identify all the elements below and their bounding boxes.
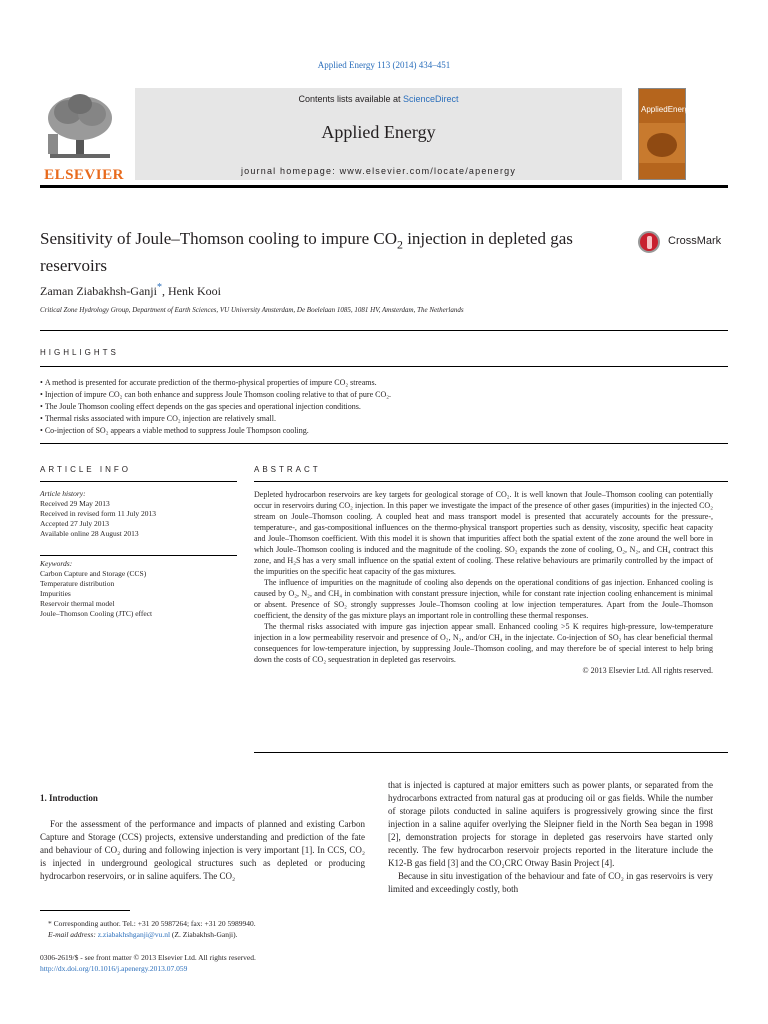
header-rule (40, 185, 728, 188)
crossmark-label: CrossMark (668, 235, 722, 247)
journal-homepage[interactable]: journal homepage: www.elsevier.com/locate/apenergy (240, 166, 517, 176)
keywords-label: Keywords: (40, 559, 73, 568)
cover-title: AppliedEnergy (641, 105, 694, 114)
article-info-heading: ARTICLE INFO (40, 465, 131, 474)
journal-citation[interactable]: Applied Energy 113 (2014) 434–451 (317, 60, 451, 70)
article-title (40, 228, 600, 277)
abstract-bottom-rule (254, 752, 728, 753)
keyword-item: Carbon Capture and Storage (CCS) (40, 569, 147, 578)
email-link[interactable]: z.ziabakhshganji@vu.nl (97, 930, 171, 939)
history-item: Received in revised form 11 July 2013 (40, 509, 156, 518)
highlight-item: • A method is presented for accurate prediction of the thermo-physical properties of impure CO₂ streams. (40, 377, 728, 389)
author-1[interactable]: Zaman Ziabakhsh-Ganji (40, 284, 157, 298)
keywords (40, 559, 237, 619)
abstract-rule (254, 481, 728, 482)
elsevier-tree-icon (40, 90, 120, 160)
journal-cover-image[interactable] (638, 88, 694, 180)
highlights-bottom-rule (40, 443, 728, 444)
history-label: Article history: (40, 489, 86, 498)
sciencedirect-link[interactable]: ScienceDirect (403, 94, 459, 104)
keyword-item: Joule–Thomson Cooling (JTC) effect (40, 609, 153, 618)
abstract-body (254, 489, 713, 676)
highlights-heading: HIGHLIGHTS (40, 348, 119, 357)
affiliation: Critical Zone Hydrology Group, Department of Earth Sciences, VU University Amsterdam, De Boelelaan 1085, 1081 HV, Amsterdam, The Netherlands (40, 306, 464, 314)
journal-masthead (135, 88, 622, 180)
highlight-item: • Co-injection of SO₂ appears a viable method to suppress Joule Thompson cooling. (40, 425, 728, 437)
doi-link[interactable]: http://dx.doi.org/10.1016/j.apenergy.2013.07.059 (40, 964, 188, 973)
front-matter (40, 952, 256, 974)
cover-graphic (647, 133, 677, 157)
keyword-item: Reservoir thermal model (40, 599, 115, 608)
highlight-item: • The Joule Thomson cooling effect depends on the gas species and operational injection conditions. (40, 401, 728, 413)
crossmark-icon (638, 231, 660, 253)
body-column-left: For the assessment of the performance and impacts of planned and existing Carbon Capture and Storage (CCS) projects, extensive understanding and prediction of the fate and behaviour of CO₂ during and following injection is very important [1]. In CCS, CO₂ is injected in underground geological structures such as depleted or producing hydrocarbon reservoirs, or in saline aquifers. The CO₂ (40, 819, 365, 881)
highlight-item: • Injection of impure CO₂ can both enhance and suppress Joule Thomson cooling relative to that of pure CO₂. (40, 389, 728, 401)
keyword-item: Impurities (40, 589, 71, 598)
author-2[interactable]: Henk Kooi (167, 284, 221, 298)
crossmark-badge[interactable] (638, 231, 728, 255)
title-rule (40, 330, 728, 331)
corresponding-author-mark[interactable]: * (156, 282, 162, 293)
abstract-paragraph: The influence of impurities on the magnitude of cooling also depends on the operational conditions of gas injection. Enhanced cooling is caused by O₂, N₂, and CH₄ in combination with constant pressure injection, while for constant rate injection cooling enhancement is minimal or absent. Presence of SO₂ strongly suppresses Joule–Thomson cooling at low injection temperatures. Apart from the Joule–Thomson coefficient, the density of the gas mixture plays an important role in controlling these thermal responses. (254, 578, 713, 620)
abstract-paragraph: The thermal risks associated with impure gas injection appear small. Enhanced cooling >5 K requires high-pressure, low-temperature injection in a low permeability reservoir and presence of O₂, N₂, and/or CH₄ in the injectate. Co-injection of SO₂ has clear beneficial thermal consequences for low-temperature injection, by suppressing Joule–Thomson cooling, and may therefore be of special interest to help bring down the costs of CO₂ sequestration in depleted gas reservoirs. (254, 622, 713, 664)
contents-prefix: Contents lists available at (298, 94, 404, 104)
email-suffix: (Z. Ziabakhsh-Ganji). (170, 930, 238, 939)
email-label: E-mail address: (48, 930, 98, 939)
issn-line: 0306-2619/$ - see front matter © 2013 Elsevier Ltd. All rights reserved. (40, 953, 256, 962)
highlights-rule (40, 366, 728, 367)
highlight-item: • Thermal risks associated with impure CO₂ injection are relatively small. (40, 413, 728, 425)
history-rule (40, 555, 237, 556)
contents-lists-line (135, 94, 622, 104)
abstract-copyright: © 2013 Elsevier Ltd. All rights reserved. (582, 666, 713, 675)
history-item: Accepted 27 July 2013 (40, 519, 109, 528)
title-part-2: injection in depleted gas reservoirs (40, 229, 573, 276)
author-separator: , (161, 284, 168, 298)
abstract-heading: ABSTRACT (254, 465, 321, 474)
title-part-1: Sensitivity of Joule–Thomson cooling to impure CO (40, 229, 397, 248)
title-subscript: 2 (396, 237, 403, 252)
elsevier-logo (40, 90, 128, 183)
elsevier-wordmark: ELSEVIER (44, 167, 124, 183)
abstract-paragraph: Depleted hydrocarbon reservoirs are key targets for geological storage of CO₂. It is well known that Joule–Thomson cooling can potentially occur in reservoirs during CO₂ injection. In this paper we investigate the impact of the presence of other gases (impurities) in the injected CO₂ stream on Joule–Thomson cooling. A coupled heat and mass transport model is presented that accurately accounts for the pressure-, temperature-, and gas-compositional influences on the thermo-physical transport properties such as density, viscosity, specific heat capacity and Joule–Thomson coefficient. With this model it is shown that impurities affect both the spatial extent of the zone around the well bore in which Joule–Thomson cooling is induced and the magnitude of the cooling. SO₂ expands the zone of cooling, O₂, N₂, and CH₄ contract this zone, and H₂S has a very small influence on the spatial extent of cooling. These relative behaviours are primarily controlled by the impact of the impurities on the specific heat capacity of the gas mixtures. (254, 490, 713, 576)
footnote (48, 918, 368, 940)
corresponding-author-note: * Corresponding author. Tel.: +31 20 5987264; fax: +31 20 5989940. (48, 919, 256, 928)
body-paragraph: that is injected is captured at major emitters such as power plants, or separated from the hydrocarbons extracted from natural gas at producing oil or gas fields. While the number of storage pilots conducted in saline aquifers is progressively growing since the first injection in a saline aquifer overlying the Sleipner field in the North Sea began in 1998 [2], demonstration projects for storage in depleted gas reservoirs have started only recently. The few hydrocarbon reservoir projects reported in the literature include the K12-B gas field [3] and the CO₂CRC Otway Basin Project [4]. (388, 780, 713, 868)
body-paragraph: Because in situ investigation of the behaviour and fate of CO₂ in gas reservoirs is very limited and exceedingly costly, both (388, 871, 713, 894)
history-item: Available online 28 August 2013 (40, 529, 139, 538)
history-item: Received 29 May 2013 (40, 499, 110, 508)
body-column-right (388, 779, 713, 896)
article-history (40, 489, 237, 539)
article-info-rule (40, 481, 237, 482)
footnote-rule (40, 910, 130, 911)
section-heading-introduction: 1. Introduction (40, 793, 98, 803)
highlights-list (40, 377, 728, 437)
keyword-item: Temperature distribution (40, 579, 115, 588)
author-list (40, 282, 221, 299)
journal-title: Applied Energy (321, 122, 436, 142)
